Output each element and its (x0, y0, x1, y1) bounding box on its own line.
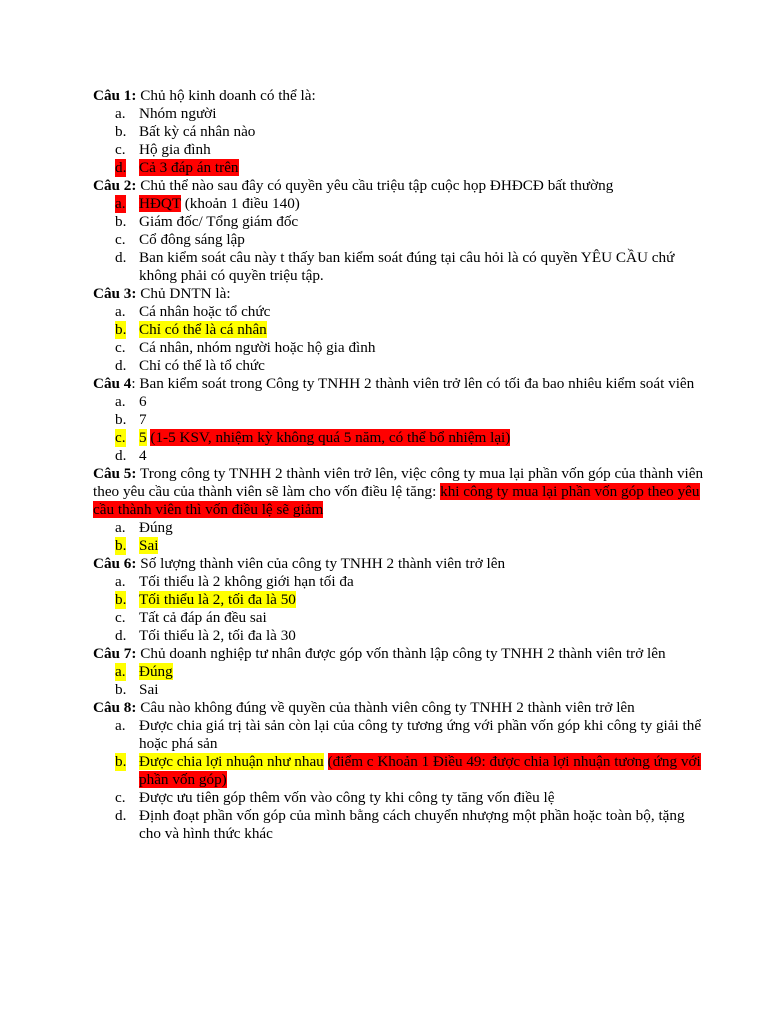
answer-option (115, 141, 708, 159)
option-letter: b. (115, 411, 127, 428)
option-letter: a. (115, 519, 126, 536)
answer-option-highlighted (115, 591, 708, 609)
option-text: Được chia lợi nhuận như nhau (139, 753, 324, 770)
option-letter: b. (115, 123, 127, 140)
option-letter: a. (115, 573, 126, 590)
option-letter: a. (115, 393, 126, 410)
answer-list (93, 519, 708, 555)
option-note: (1-5 KSV, nhiệm kỳ không quá 5 năm, có thể bổ nhiệm lại) (150, 429, 511, 446)
option-text: Sai (139, 537, 159, 554)
answer-option-highlighted (115, 321, 708, 339)
answer-option-highlighted (115, 537, 708, 555)
option-text: 6 (139, 393, 147, 410)
question-text: Trong công ty TNHH 2 thành viên trở lên, việc công ty mua lại phần vốn góp của thành viên theo yêu cầu của thành viên sẽ làm cho vốn điều lệ tăng: (93, 465, 704, 500)
question-number: Câu 5: (93, 465, 137, 482)
answer-option (115, 411, 708, 429)
option-text: Cá nhân, nhóm người hoặc hộ gia đình (139, 339, 376, 356)
answer-option (115, 357, 708, 375)
option-text: 5 (139, 429, 147, 446)
option-text: Hộ gia đình (139, 141, 211, 158)
option-letter: a. (115, 717, 126, 734)
option-note: (điểm c Khoản 1 Điều 49: được chia lợi nhuận tương ứng với phần vốn góp) (139, 753, 701, 788)
answer-option (115, 573, 708, 591)
option-text: Chỉ có thể là cá nhân (139, 321, 267, 338)
option-text: HĐQT (139, 195, 181, 212)
answer-option (115, 609, 708, 627)
option-text: Sai (139, 681, 159, 698)
question-1 (93, 87, 708, 105)
option-letter: d. (115, 249, 127, 266)
question-text: Câu nào không đúng về quyền của thành viên công ty TNHH 2 thành viên trở lên (136, 699, 635, 716)
option-letter: c. (115, 231, 126, 248)
option-text: 7 (139, 411, 147, 428)
option-letter: b. (115, 753, 127, 770)
option-letter: a. (115, 105, 126, 122)
answer-option-highlighted (115, 663, 708, 681)
question-text: Chủ DNTN là: (136, 285, 231, 302)
option-text: Tối thiểu là 2, tối đa là 30 (139, 627, 296, 644)
option-text: Tối thiểu là 2 không giới hạn tối đa (139, 573, 354, 590)
option-letter: a. (115, 663, 126, 680)
answer-option (115, 231, 708, 249)
option-text: Tối thiểu là 2, tối đa là 50 (139, 591, 296, 608)
option-letter: d. (115, 447, 127, 464)
option-letter: b. (115, 321, 127, 338)
option-text: Đúng (139, 663, 173, 680)
option-letter: c. (115, 609, 126, 626)
option-note: (khoản 1 điều 140) (180, 195, 300, 212)
option-letter: a. (115, 195, 126, 212)
option-letter: b. (115, 591, 127, 608)
answer-option (115, 105, 708, 123)
answer-option (115, 339, 708, 357)
question-text: Chủ thể nào sau đây có quyền yêu cầu triệu tập cuộc họp ĐHĐCĐ bất thường (136, 177, 614, 194)
option-letter: d. (115, 807, 127, 824)
question-text: Chủ hộ kinh doanh có thể là: (136, 87, 316, 104)
question-text: : Ban kiểm soát trong Công ty TNHH 2 thành viên trở lên có tối đa bao nhiêu kiểm soát viên (131, 375, 695, 392)
answer-option (115, 447, 708, 465)
option-letter: c. (115, 429, 126, 446)
question-8 (93, 699, 708, 717)
question-number: Câu 7: (93, 645, 137, 662)
option-letter: b. (115, 681, 127, 698)
option-text: Định đoạt phần vốn góp của mình bằng cách chuyển nhượng một phần hoặc toàn bộ, tặng cho và hình thức khác (139, 807, 685, 842)
option-letter: a. (115, 303, 126, 320)
answer-option (115, 249, 708, 285)
answer-list (93, 105, 708, 177)
answer-option (115, 519, 708, 537)
option-text: Cổ đông sáng lập (139, 231, 245, 248)
option-letter: b. (115, 537, 127, 554)
answer-list (93, 573, 708, 645)
answer-option (115, 807, 708, 843)
answer-list (93, 717, 708, 843)
answer-option (115, 789, 708, 807)
option-text: Cá nhân hoặc tổ chức (139, 303, 271, 320)
option-text: Đúng (139, 519, 173, 536)
question-text: Số lượng thành viên của công ty TNHH 2 thành viên trở lên (136, 555, 506, 572)
option-letter: d. (115, 159, 127, 176)
option-letter: c. (115, 141, 126, 158)
answer-option (115, 393, 708, 411)
option-text: Bất kỳ cá nhân nào (139, 123, 256, 140)
option-letter: c. (115, 789, 126, 806)
question-5 (93, 465, 708, 519)
question-number: Câu 3: (93, 285, 137, 302)
question-number: Câu 1: (93, 87, 137, 104)
option-letter: c. (115, 339, 126, 356)
question-number: Câu 4 (93, 375, 132, 392)
option-text: Được ưu tiên góp thêm vốn vào công ty khi công ty tăng vốn điều lệ (139, 789, 555, 806)
option-text: Được chia giá trị tài sản còn lại của công ty tương ứng với phần vốn góp khi công ty giải thể hoặc phá sản (139, 717, 702, 752)
answer-list (93, 303, 708, 375)
option-text: Giám đốc/ Tổng giám đốc (139, 213, 299, 230)
question-2 (93, 177, 708, 195)
question-note: khi công ty mua lại phần vốn góp theo yêu cầu thành viên thì vốn điều lệ sẽ giảm (93, 483, 700, 518)
answer-option-highlighted (115, 429, 708, 447)
option-letter: b. (115, 213, 127, 230)
question-number: Câu 8: (93, 699, 137, 716)
option-letter: d. (115, 357, 127, 374)
question-3 (93, 285, 708, 303)
answer-list (93, 663, 708, 699)
option-text: Cả 3 đáp án trên (139, 159, 239, 176)
answer-list (93, 393, 708, 465)
answer-list (93, 195, 708, 285)
answer-option (115, 681, 708, 699)
option-text: Ban kiểm soát câu này t thấy ban kiểm soát đúng tại câu hỏi là có quyền YÊU CẦU chứ không phải có quyền triệu tập. (139, 249, 675, 284)
answer-option-highlighted (115, 195, 708, 213)
answer-option-highlighted (115, 159, 708, 177)
question-text: Chủ doanh nghiệp tư nhân được góp vốn thành lập công ty TNHH 2 thành viên trở lên (136, 645, 666, 662)
question-6 (93, 555, 708, 573)
question-number: Câu 6: (93, 555, 137, 572)
option-text: Nhóm người (139, 105, 217, 122)
answer-option (115, 213, 708, 231)
answer-option (115, 123, 708, 141)
question-7 (93, 645, 708, 663)
answer-option (115, 627, 708, 645)
option-letter: d. (115, 627, 127, 644)
option-text: Chỉ có thể là tổ chức (139, 357, 265, 374)
question-number: Câu 2: (93, 177, 137, 194)
option-text: Tất cả đáp án đều sai (139, 609, 267, 626)
question-4 (93, 375, 708, 393)
option-text: 4 (139, 447, 147, 464)
answer-option (115, 303, 708, 321)
answer-option (115, 717, 708, 753)
answer-option-highlighted (115, 753, 708, 789)
